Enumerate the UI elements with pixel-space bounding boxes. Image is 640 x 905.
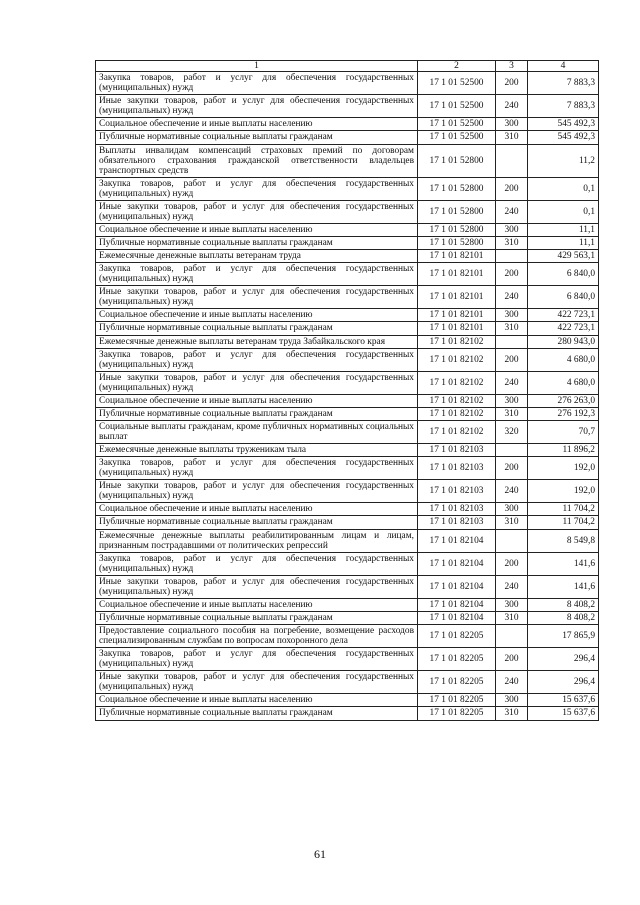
row-sum-cell: 11 896,2 (528, 444, 599, 457)
row-code-cell: 17 1 01 82102 (418, 371, 496, 394)
row-code-cell: 17 1 01 82101 (418, 309, 496, 322)
row-vr-cell: 200 (496, 648, 528, 671)
row-code-cell: 17 1 01 82101 (418, 286, 496, 309)
row-code-cell: 17 1 01 82104 (418, 611, 496, 624)
table-row (96, 118, 599, 131)
row-code-cell: 17 1 01 82101 (418, 250, 496, 263)
table-row (96, 671, 599, 694)
row-code-cell: 17 1 01 52500 (418, 95, 496, 118)
table-row (96, 625, 599, 648)
header-col-sum: 4 (528, 61, 599, 72)
row-name-cell: Социальное обеспечение и иные выплаты населению (96, 694, 418, 707)
row-name-cell: Иные закупки товаров, работ и услуг для обеспечения государственных (муниципальных) нужд (96, 671, 418, 694)
table-row (96, 420, 599, 443)
row-vr-cell: 300 (496, 223, 528, 236)
table-row (96, 707, 599, 720)
row-sum-cell: 8 408,2 (528, 598, 599, 611)
row-code-cell: 17 1 01 52800 (418, 144, 496, 177)
row-vr-cell: 240 (496, 575, 528, 598)
row-sum-cell: 280 943,0 (528, 335, 599, 348)
row-vr-cell: 300 (496, 598, 528, 611)
row-code-cell: 17 1 01 82104 (418, 575, 496, 598)
row-sum-cell: 11 704,2 (528, 516, 599, 529)
row-name-cell: Социальное обеспечение и иные выплаты населению (96, 223, 418, 236)
row-sum-cell: 296,4 (528, 648, 599, 671)
table-row (96, 131, 599, 144)
row-sum-cell: 276 192,3 (528, 407, 599, 420)
row-code-cell: 17 1 01 52500 (418, 72, 496, 95)
row-sum-cell: 11 704,2 (528, 503, 599, 516)
row-sum-cell: 141,6 (528, 575, 599, 598)
row-code-cell: 17 1 01 82103 (418, 516, 496, 529)
row-name-cell: Закупка товаров, работ и услуг для обеспечения государственных (муниципальных) нужд (96, 457, 418, 480)
row-name-cell: Иные закупки товаров, работ и услуг для обеспечения государственных (муниципальных) нужд (96, 95, 418, 118)
table-row (96, 394, 599, 407)
row-sum-cell: 15 637,6 (528, 694, 599, 707)
row-code-cell: 17 1 01 82102 (418, 394, 496, 407)
table-row (96, 200, 599, 223)
row-name-cell: Иные закупки товаров, работ и услуг для обеспечения государственных (муниципальных) нужд (96, 575, 418, 598)
row-name-cell: Ежемесячные денежные выплаты реабилитированным лицам и лицам, признанным пострадавшими от политических репрессий (96, 529, 418, 552)
table-header (96, 61, 599, 72)
row-name-cell: Ежемесячные денежные выплаты ветеранам труда (96, 250, 418, 263)
row-name-cell: Публичные нормативные социальные выплаты гражданам (96, 131, 418, 144)
row-code-cell: 17 1 01 82205 (418, 671, 496, 694)
row-vr-cell: 200 (496, 177, 528, 200)
row-sum-cell: 8 549,8 (528, 529, 599, 552)
row-name-cell: Иные закупки товаров, работ и услуг для обеспечения государственных (муниципальных) нужд (96, 371, 418, 394)
row-vr-cell: 310 (496, 707, 528, 720)
row-code-cell: 17 1 01 52500 (418, 131, 496, 144)
table-row (96, 457, 599, 480)
table-row (96, 371, 599, 394)
table-row (96, 250, 599, 263)
row-code-cell: 17 1 01 82103 (418, 503, 496, 516)
header-col-name: 1 (96, 61, 418, 72)
row-code-cell: 17 1 01 82102 (418, 420, 496, 443)
table-row (96, 407, 599, 420)
row-vr-cell (496, 444, 528, 457)
header-col-vr: 3 (496, 61, 528, 72)
row-name-cell: Закупка товаров, работ и услуг для обеспечения государственных (муниципальных) нужд (96, 263, 418, 286)
row-sum-cell: 4 680,0 (528, 348, 599, 371)
row-code-cell: 17 1 01 82101 (418, 322, 496, 335)
row-vr-cell: 240 (496, 286, 528, 309)
row-sum-cell: 0,1 (528, 177, 599, 200)
row-vr-cell: 300 (496, 503, 528, 516)
table-row (96, 529, 599, 552)
row-sum-cell: 17 865,9 (528, 625, 599, 648)
table-row (96, 611, 599, 624)
table-row (96, 444, 599, 457)
row-vr-cell (496, 335, 528, 348)
table-row (96, 223, 599, 236)
row-sum-cell: 192,0 (528, 457, 599, 480)
page-number: 61 (314, 847, 326, 861)
row-vr-cell: 300 (496, 118, 528, 131)
row-code-cell: 17 1 01 52800 (418, 200, 496, 223)
table-row (96, 72, 599, 95)
table-row (96, 694, 599, 707)
row-code-cell: 17 1 01 52800 (418, 177, 496, 200)
row-code-cell: 17 1 01 52800 (418, 237, 496, 250)
row-name-cell: Социальное обеспечение и иные выплаты населению (96, 309, 418, 322)
row-name-cell: Социальные выплаты гражданам, кроме публичных нормативных социальных выплат (96, 420, 418, 443)
row-vr-cell: 240 (496, 95, 528, 118)
row-sum-cell: 545 492,3 (528, 131, 599, 144)
row-name-cell: Публичные нормативные социальные выплаты гражданам (96, 407, 418, 420)
row-sum-cell: 192,0 (528, 480, 599, 503)
row-code-cell: 17 1 01 82205 (418, 707, 496, 720)
table-row (96, 348, 599, 371)
row-vr-cell: 200 (496, 348, 528, 371)
row-sum-cell: 4 680,0 (528, 371, 599, 394)
row-sum-cell: 429 563,1 (528, 250, 599, 263)
table-row (96, 552, 599, 575)
row-code-cell: 17 1 01 82102 (418, 335, 496, 348)
row-name-cell: Иные закупки товаров, работ и услуг для обеспечения государственных (муниципальных) нужд (96, 200, 418, 223)
row-name-cell: Публичные нормативные социальные выплаты гражданам (96, 516, 418, 529)
budget-table (95, 60, 599, 721)
row-name-cell: Публичные нормативные социальные выплаты гражданам (96, 322, 418, 335)
table-row (96, 322, 599, 335)
row-sum-cell: 6 840,0 (528, 286, 599, 309)
row-vr-cell: 200 (496, 263, 528, 286)
row-code-cell: 17 1 01 82205 (418, 694, 496, 707)
row-name-cell: Закупка товаров, работ и услуг для обеспечения государственных (муниципальных) нужд (96, 72, 418, 95)
row-name-cell: Социальное обеспечение и иные выплаты населению (96, 598, 418, 611)
row-code-cell: 17 1 01 82104 (418, 529, 496, 552)
row-name-cell: Социальное обеспечение и иные выплаты населению (96, 394, 418, 407)
row-sum-cell: 15 637,6 (528, 707, 599, 720)
row-name-cell: Социальное обеспечение и иные выплаты населению (96, 503, 418, 516)
row-vr-cell: 310 (496, 131, 528, 144)
table-row (96, 95, 599, 118)
row-vr-cell: 240 (496, 671, 528, 694)
row-sum-cell: 276 263,0 (528, 394, 599, 407)
row-sum-cell: 296,4 (528, 671, 599, 694)
table-row (96, 575, 599, 598)
table-row (96, 480, 599, 503)
header-row (96, 61, 599, 72)
row-name-cell: Публичные нормативные социальные выплаты гражданам (96, 237, 418, 250)
row-name-cell: Закупка товаров, работ и услуг для обеспечения государственных (муниципальных) нужд (96, 177, 418, 200)
row-code-cell: 17 1 01 52800 (418, 223, 496, 236)
row-code-cell: 17 1 01 82102 (418, 348, 496, 371)
row-vr-cell (496, 144, 528, 177)
row-name-cell: Публичные нормативные социальные выплаты гражданам (96, 611, 418, 624)
row-sum-cell: 11,1 (528, 223, 599, 236)
table-body (96, 72, 599, 720)
row-sum-cell: 0,1 (528, 200, 599, 223)
table-row (96, 598, 599, 611)
row-code-cell: 17 1 01 52500 (418, 118, 496, 131)
row-code-cell: 17 1 01 82104 (418, 598, 496, 611)
row-sum-cell: 7 883,3 (528, 95, 599, 118)
row-code-cell: 17 1 01 82104 (418, 552, 496, 575)
row-name-cell: Предоставление социального пособия на погребение, возмещение расходов специализированным службам по вопросам похоронного дела (96, 625, 418, 648)
row-vr-cell: 300 (496, 694, 528, 707)
row-vr-cell: 300 (496, 394, 528, 407)
row-vr-cell: 310 (496, 611, 528, 624)
row-sum-cell: 422 723,1 (528, 322, 599, 335)
table-row (96, 263, 599, 286)
row-vr-cell (496, 529, 528, 552)
table-row (96, 237, 599, 250)
row-vr-cell: 240 (496, 200, 528, 223)
row-vr-cell: 240 (496, 371, 528, 394)
row-sum-cell: 8 408,2 (528, 611, 599, 624)
row-vr-cell: 310 (496, 237, 528, 250)
row-name-cell: Иные закупки товаров, работ и услуг для обеспечения государственных (муниципальных) нужд (96, 286, 418, 309)
row-sum-cell: 141,6 (528, 552, 599, 575)
row-sum-cell: 545 492,3 (528, 118, 599, 131)
row-code-cell: 17 1 01 82101 (418, 263, 496, 286)
row-sum-cell: 11,2 (528, 144, 599, 177)
row-name-cell: Закупка товаров, работ и услуг для обеспечения государственных (муниципальных) нужд (96, 648, 418, 671)
row-vr-cell: 200 (496, 72, 528, 95)
row-name-cell: Ежемесячные денежные выплаты труженикам тыла (96, 444, 418, 457)
row-code-cell: 17 1 01 82205 (418, 625, 496, 648)
table-row (96, 309, 599, 322)
row-vr-cell (496, 625, 528, 648)
row-sum-cell: 7 883,3 (528, 72, 599, 95)
table-row (96, 286, 599, 309)
row-name-cell: Публичные нормативные социальные выплаты гражданам (96, 707, 418, 720)
row-code-cell: 17 1 01 82103 (418, 480, 496, 503)
row-vr-cell: 310 (496, 322, 528, 335)
row-sum-cell: 70,7 (528, 420, 599, 443)
row-name-cell: Выплаты инвалидам компенсаций страховых премий по договорам обязательного страхования гражданской ответственности владельцев транспортных средств (96, 144, 418, 177)
table-row (96, 516, 599, 529)
row-code-cell: 17 1 01 82205 (418, 648, 496, 671)
table-row (96, 648, 599, 671)
row-vr-cell: 320 (496, 420, 528, 443)
row-sum-cell: 422 723,1 (528, 309, 599, 322)
row-sum-cell: 6 840,0 (528, 263, 599, 286)
row-vr-cell: 240 (496, 480, 528, 503)
row-code-cell: 17 1 01 82103 (418, 444, 496, 457)
row-vr-cell: 310 (496, 516, 528, 529)
table-row (96, 177, 599, 200)
row-name-cell: Ежемесячные денежные выплаты ветеранам труда Забайкальского края (96, 335, 418, 348)
row-vr-cell: 200 (496, 457, 528, 480)
table-row (96, 503, 599, 516)
row-code-cell: 17 1 01 82102 (418, 407, 496, 420)
row-vr-cell (496, 250, 528, 263)
row-vr-cell: 300 (496, 309, 528, 322)
row-name-cell: Закупка товаров, работ и услуг для обеспечения государственных (муниципальных) нужд (96, 552, 418, 575)
row-sum-cell: 11,1 (528, 237, 599, 250)
row-vr-cell: 310 (496, 407, 528, 420)
row-name-cell: Закупка товаров, работ и услуг для обеспечения государственных (муниципальных) нужд (96, 348, 418, 371)
row-name-cell: Социальное обеспечение и иные выплаты населению (96, 118, 418, 131)
row-vr-cell: 200 (496, 552, 528, 575)
row-code-cell: 17 1 01 82103 (418, 457, 496, 480)
row-name-cell: Иные закупки товаров, работ и услуг для обеспечения государственных (муниципальных) нужд (96, 480, 418, 503)
table-row (96, 144, 599, 177)
header-col-code: 2 (418, 61, 496, 72)
table-row (96, 335, 599, 348)
